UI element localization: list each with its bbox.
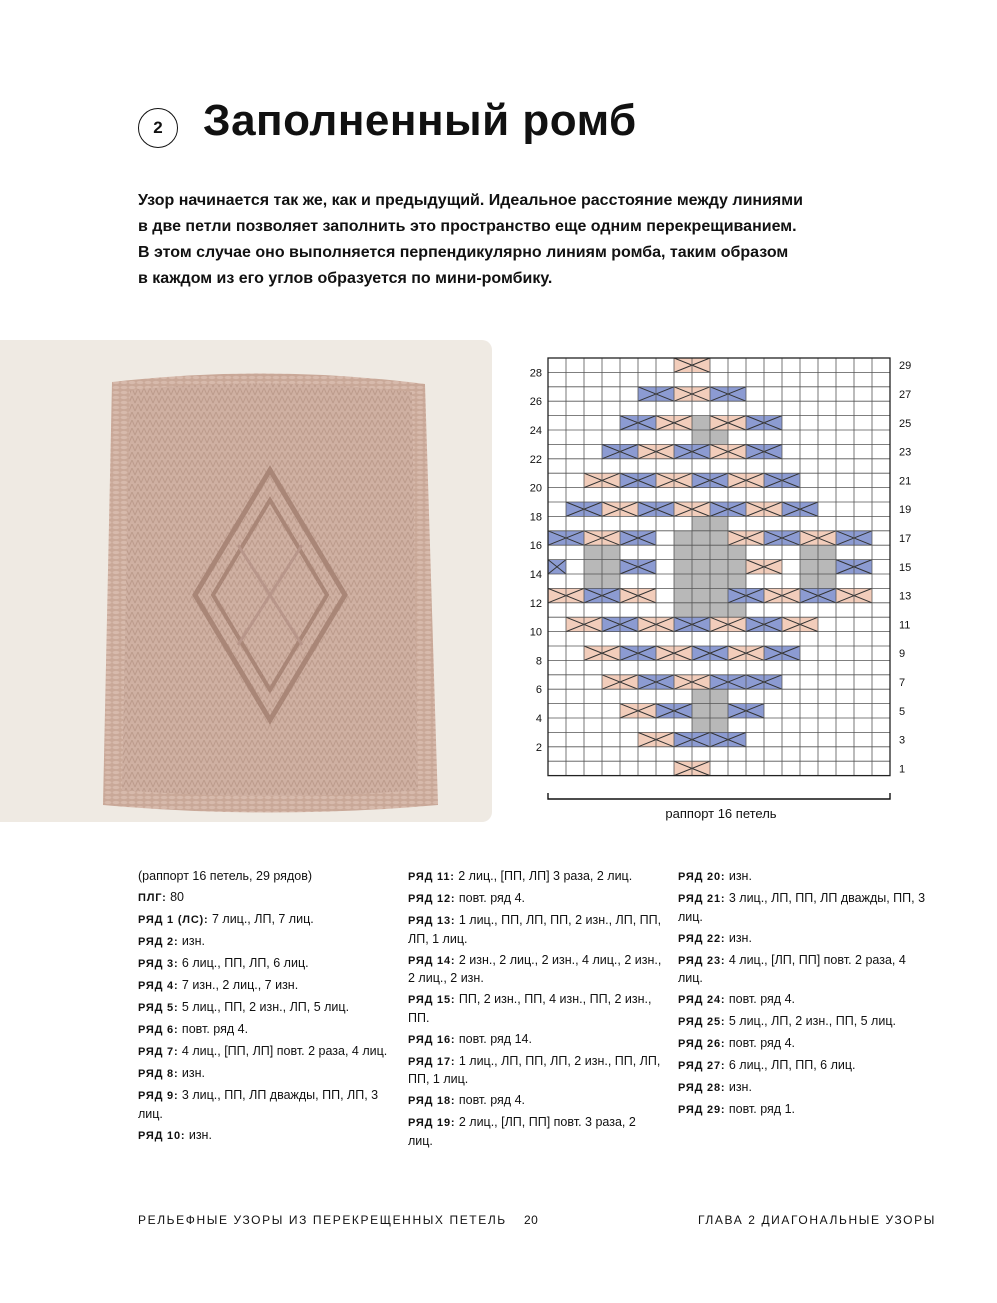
purl-cell (674, 531, 692, 545)
purl-cell (692, 704, 710, 718)
footer-book-title: РЕЛЬЕФНЫЕ УЗОРЫ ИЗ ПЕРЕКРЕЩЕННЫХ ПЕТЕЛЬ (138, 1213, 507, 1227)
row-label: РЯД 28: (678, 1082, 726, 1094)
row-label: РЯД 2: (138, 936, 179, 948)
row-text: 4 лиц., [ПП, ЛП] повт. 2 раза, 4 лиц. (178, 1044, 388, 1058)
row-text: изн. (725, 1080, 752, 1094)
purl-cell (602, 545, 620, 559)
intro-line: в каждом из его углов образуется по мини-ромбику. (138, 270, 553, 287)
purl-cell (710, 704, 728, 718)
purl-cell (710, 574, 728, 588)
intro-line: в две петли позволяет заполнить это пространство еще одним перекрещиванием. (138, 218, 797, 235)
row-text: 2 лиц., [ПП, ЛП] 3 раза, 2 лиц. (454, 869, 633, 883)
row-number-right: 29 (899, 360, 912, 373)
row-number-right: 7 (899, 677, 906, 689)
row-number-right: 27 (899, 389, 912, 401)
purl-cell (674, 588, 692, 602)
row-label: РЯД 25: (678, 1016, 726, 1028)
row-label: РЯД 16: (408, 1033, 456, 1046)
row-number-left: 28 (529, 367, 542, 380)
instruction-row (138, 999, 393, 1018)
knitting-chart (520, 355, 940, 820)
purl-cell (692, 603, 710, 617)
instruction-row (678, 1101, 933, 1120)
purl-cell (692, 718, 710, 732)
purl-cell (674, 545, 692, 559)
instruction-row (408, 890, 663, 909)
row-text: 3 лиц., ЛП, ПП, ЛП дважды, ПП, 3 лиц. (678, 891, 926, 924)
purl-cell (692, 531, 710, 545)
row-label: РЯД 23: (678, 954, 726, 967)
purl-cell (818, 545, 836, 559)
chart-caption: раппорт 16 петель (665, 806, 777, 821)
row-text: 4 лиц., [ЛП, ПП] повт. 2 раза, 4 лиц. (678, 952, 906, 985)
row-number-right: 5 (899, 705, 906, 718)
row-label: РЯД 5: (138, 1002, 179, 1014)
instruction-row (138, 1065, 393, 1084)
row-text: 5 лиц., ЛП, 2 изн., ПП, 5 лиц. (725, 1014, 896, 1028)
purl-cell (728, 603, 746, 617)
purl-cell (692, 689, 710, 703)
instruction-row (408, 1114, 663, 1150)
swatch-image (0, 340, 492, 822)
row-label: РЯД 4: (138, 980, 179, 992)
purl-cell (818, 560, 836, 574)
footer-chapter: ГЛАВА 2 ДИАГОНАЛЬНЫЕ УЗОРЫ (698, 1213, 936, 1227)
row-text: 6 лиц., ПП, ЛП, 6 лиц. (178, 956, 309, 970)
repeat-bracket (548, 793, 890, 799)
row-number-left: 24 (529, 425, 542, 437)
instruction-row (138, 933, 393, 952)
row-text: повт. ряд 4. (455, 1093, 525, 1107)
instruction-row (138, 1021, 393, 1040)
row-number-right: 19 (899, 504, 912, 517)
instructions-column-3 (678, 868, 933, 1123)
row-text: изн. (725, 869, 752, 883)
instruction-row (408, 1031, 663, 1050)
page-title: Заполненный ромб (203, 96, 637, 145)
purl-cell (728, 560, 746, 574)
intro-line: В этом случае оно выполняется перпендикулярно линиям ромба, таким образом (138, 244, 789, 261)
instruction-row (138, 889, 393, 908)
purl-cell (728, 574, 746, 588)
instruction-row (138, 977, 393, 996)
row-number-left: 6 (535, 684, 542, 697)
row-text: 1 лиц., ЛП, ПП, ЛП, 2 изн., ПП, ЛП, ПП, 1 лиц. (408, 1053, 661, 1086)
page-number: 20 (524, 1213, 539, 1227)
purl-cell (710, 531, 728, 545)
row-text: повт. ряд 14. (455, 1031, 532, 1046)
instruction-row (678, 1013, 933, 1032)
row-label: РЯД 20: (678, 871, 726, 883)
row-label: РЯД 9: (138, 1090, 179, 1102)
instruction-row (678, 1057, 933, 1076)
row-text: 80 (166, 890, 184, 904)
row-label: РЯД 11: (408, 871, 455, 883)
row-text: 2 лиц., [ЛП, ПП] повт. 3 раза, 2 лиц. (408, 1115, 636, 1148)
row-text: повт. ряд 4. (455, 891, 525, 905)
row-text: изн. (178, 1066, 206, 1080)
row-number-right: 15 (899, 561, 912, 574)
purl-cell (584, 560, 602, 574)
row-label: РЯД 12: (408, 893, 456, 905)
row-label: РЯД 22: (678, 932, 726, 945)
row-label: РЯД 17: (408, 1055, 456, 1068)
row-text: изн. (725, 930, 752, 945)
row-text: 2 изн., 2 лиц., 2 изн., 4 лиц., 2 изн., 2 лиц., 2 изн. (408, 952, 662, 985)
row-number-right: 21 (899, 475, 912, 488)
row-label: РЯД 13: (408, 915, 456, 927)
row-label: РЯД 19: (408, 1117, 456, 1129)
purl-cell (674, 560, 692, 574)
row-text: 6 лиц., ЛП, ПП, 6 лиц. (725, 1058, 856, 1072)
row-label: РЯД 14: (408, 954, 456, 967)
purl-cell (710, 603, 728, 617)
swatch-photo (0, 340, 492, 822)
purl-cell (818, 574, 836, 588)
row-label: РЯД 18: (408, 1095, 456, 1107)
row-label: РЯД 3: (138, 958, 179, 970)
row-label: РЯД 7: (138, 1046, 179, 1058)
row-text: изн. (178, 934, 206, 948)
instruction-row (678, 1079, 933, 1098)
instruction-row (678, 991, 933, 1010)
purl-cell (710, 430, 728, 444)
instructions-column-1 (138, 868, 393, 1149)
row-text: 7 лиц., ЛП, 7 лиц. (208, 912, 314, 926)
instruction-row (138, 955, 393, 974)
purl-cell (584, 545, 602, 559)
purl-cell (602, 574, 620, 588)
row-label: РЯД 6: (138, 1024, 179, 1036)
purl-cell (692, 416, 710, 430)
row-text: 3 лиц., ПП, ЛП дважды, ПП, ЛП, 3 лиц. (138, 1088, 379, 1121)
row-number-left: 12 (529, 597, 542, 610)
row-text: изн. (185, 1127, 212, 1142)
row-label: РЯД 27: (678, 1060, 726, 1072)
purl-cell (710, 689, 728, 703)
purl-cell (584, 574, 602, 588)
row-number-right: 13 (899, 590, 912, 603)
row-number-right: 11 (899, 619, 911, 632)
row-number-left: 26 (529, 396, 542, 409)
row-number-left: 16 (529, 540, 542, 553)
instructions-column-2 (408, 868, 663, 1154)
row-number-left: 14 (529, 569, 542, 581)
row-text: повт. ряд 4. (725, 1036, 795, 1050)
row-number-left: 20 (529, 482, 542, 495)
row-number-left: 18 (529, 511, 542, 524)
row-text: (раппорт 16 петель, 29 рядов) (138, 869, 312, 883)
instruction-row (678, 890, 933, 926)
row-label: РЯД 24: (678, 994, 726, 1006)
intro-line: Узор начинается так же, как и предыдущий. Идеальное расстояние между линиями (138, 192, 803, 209)
purl-cell (602, 560, 620, 574)
section-number: 2 (138, 108, 178, 148)
instruction-row (138, 911, 393, 930)
purl-cell (692, 516, 710, 530)
instruction-row (678, 952, 933, 988)
row-number-right: 3 (899, 734, 906, 747)
row-number-right: 25 (899, 417, 912, 430)
row-text: ПП, 2 изн., ПП, 4 изн., ПП, 2 изн., ПП. (408, 992, 652, 1025)
row-label: РЯД 21: (678, 893, 726, 905)
row-number-left: 2 (535, 741, 542, 754)
purl-cell (710, 588, 728, 602)
purl-cell (710, 516, 728, 530)
instruction-row (138, 1087, 393, 1123)
row-label: РЯД 1 (ЛС): (138, 914, 209, 926)
instruction-row (678, 1035, 933, 1054)
row-number-right: 9 (899, 648, 906, 661)
purl-cell (692, 588, 710, 602)
purl-cell (674, 574, 692, 588)
row-text: 7 изн., 2 лиц., 7 изн. (178, 978, 299, 992)
purl-cell (728, 545, 746, 559)
purl-cell (800, 574, 818, 588)
row-number-right: 1 (899, 763, 906, 776)
row-label: РЯД 15: (408, 994, 456, 1006)
instruction-row (408, 952, 663, 988)
row-text: повт. ряд 1. (725, 1102, 795, 1116)
purl-cell (692, 560, 710, 574)
row-number-right: 23 (899, 446, 912, 459)
instruction-row (408, 912, 663, 948)
purl-cell (674, 603, 692, 617)
row-text: 1 лиц., ПП, ЛП, ПП, 2 изн., ЛП, ПП, ЛП, 1 лиц. (408, 913, 662, 946)
instruction-row (678, 930, 933, 949)
purl-cell (710, 560, 728, 574)
instruction-row (408, 991, 663, 1027)
row-number-left: 8 (535, 655, 542, 668)
purl-cell (692, 430, 710, 444)
purl-cell (710, 545, 728, 559)
row-label: РЯД 29: (678, 1104, 726, 1116)
instruction-row (138, 1127, 393, 1146)
instruction-row (678, 868, 933, 887)
purl-cell (800, 560, 818, 574)
row-label: ПЛГ: (138, 892, 167, 904)
instruction-row (408, 1092, 663, 1111)
row-text: 5 лиц., ПП, 2 изн., ЛП, 5 лиц. (178, 1000, 350, 1014)
row-number-left: 22 (529, 453, 542, 466)
row-text: повт. ряд 4. (178, 1022, 249, 1036)
instruction-row (138, 1043, 393, 1062)
purl-cell (692, 574, 710, 588)
purl-cell (692, 545, 710, 559)
intro-paragraph (138, 188, 858, 292)
purl-cell (800, 545, 818, 559)
row-label: РЯД 26: (678, 1038, 726, 1050)
row-number-left: 4 (535, 713, 542, 725)
row-number-left: 10 (529, 626, 542, 639)
instruction-row (408, 868, 663, 887)
row-label: РЯД 10: (138, 1129, 186, 1142)
row-text: повт. ряд 4. (725, 992, 795, 1006)
purl-cell (710, 718, 728, 732)
row-number-right: 17 (899, 533, 912, 545)
instruction-row (138, 868, 393, 886)
instruction-row (408, 1053, 663, 1089)
row-label: РЯД 8: (138, 1068, 179, 1080)
